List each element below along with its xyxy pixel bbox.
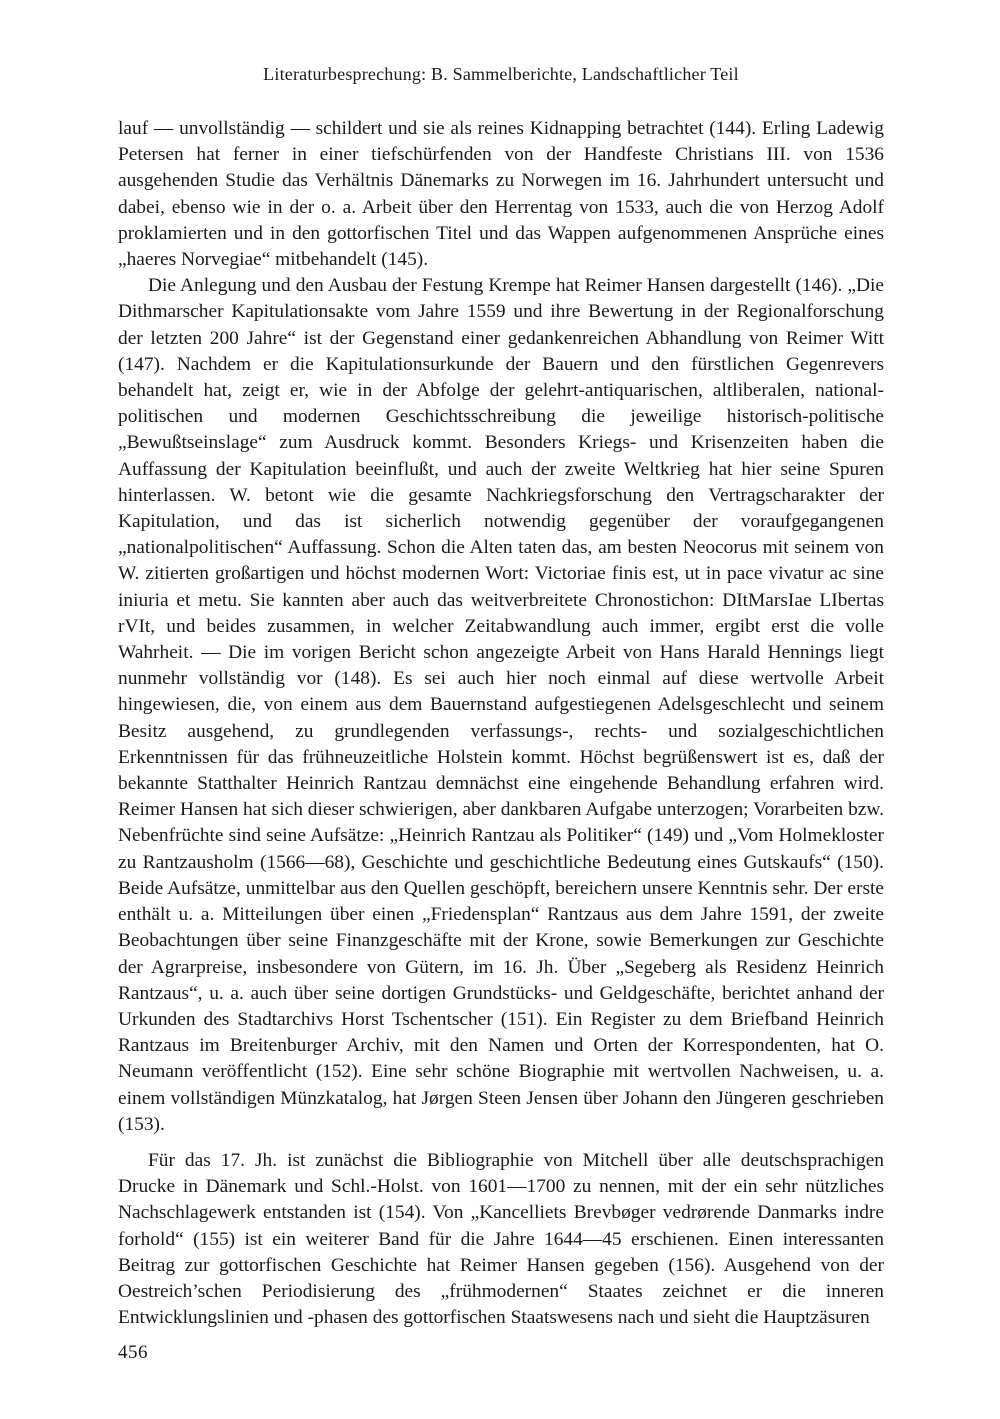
page-number: 456 xyxy=(118,1342,148,1363)
paragraph-text: Für das 17. Jh. ist zunächst die Bibliographie von Mitchell über alle deutschsprachigen Drucke in Dänemark und Schl.-Holst. von 1601—1700 zu nennen, mit der ein sehr nützliches Nachschlagewerk entstanden ist (154). Von „Kancelliets Brevbøger vedrørende Danmarks indre forhold“ (155) ist ein weiterer Band für die Jahre 1644—45 erschienen. Einen interessanten Beitrag zur gottorfischen Geschichte hat Reimer Hansen gegeben (156). Ausgehend von der Oestreich’schen Periodisierung des „frühmodernen“ Staates zeichnet er die inneren Entwicklungslinien und -phasen des gottorfischen Staatswesens nach und sieht die Hauptzäsuren xyxy=(118,1149,884,1329)
running-head: Literaturbesprechung: B. Sammelberichte, Landschaftlicher Teil xyxy=(263,64,739,84)
body-text xyxy=(118,116,884,1331)
paragraph xyxy=(118,1148,884,1331)
paragraph xyxy=(118,116,884,273)
paragraph xyxy=(118,273,884,1138)
paragraph-text: Die Anlegung und den Ausbau der Festung Krempe hat Reimer Hansen dargestellt (146). „Die Dithmarscher Kapitulationsakte vom Jahre 1559 und ihre Bewertung in der Regionalforschung der letzten 200 Jahre“ ist der Gegenstand einer gedankenreichen Abhandlung von Reimer Witt (147). Nachdem er die Kapitulationsurkunde der Bauern und den fürstlichen Gegenrevers behandelt hat, zeigt er, wie in der Abfolge der gelehrt-antiquarischen, altliberalen, national-politischen und modernen Geschichtsschreibung die jeweilige historisch-politische „Bewußtseinslage“ zum Ausdruck kommt. Besonders Kriegs- und Krisenzeiten haben die Auffassung der Kapitulation beeinflußt, und auch der zweite Weltkrieg hat hier seine Spuren hinterlassen. W. betont wie die gesamte Nachkriegsforschung den Vertragscharakter der Kapitulation, und das ist sicherlich notwendig gegenüber der voraufgegangenen „nationalpolitischen“ Auffassung. Schon die Alten taten das, am besten Neocorus mit seinem von W. zitierten großartigen und höchst modernen Wort: Victoriae finis est, ut in pace vivatur ac sine iniuria et metu. Sie kannten aber auch das weitverbreitete Chronostichon: DItMarsIae LIbertas rVIt, und beides zusammen, in welcher Zeitabwandlung auch immer, ergibt erst die volle Wahrheit. — Die im vorigen Bericht schon angezeigte Arbeit von Hans Harald Hennings liegt nunmehr vollständig vor (148). Es sei auch hier noch einmal auf diese wertvolle Arbeit hingewiesen, die, von einem aus dem Bauernstand aufgestiegenen Adelsgeschlecht und seinem Besitz ausgehend, zu grundlegenden verfassungs-, rechts- und sozialgeschichtlichen Erkenntnissen für das frühneuzeitliche Holstein kommt. Höchst begrüßenswert ist es, daß der bekannte Statthalter Heinrich Rantzau demnächst eine eingehende Behandlung erfahren wird. Reimer Hansen hat sich dieser schwierigen, aber dankbaren Aufgabe unterzogen; Vorarbeiten bzw. Nebenfrüchte sind seine Aufsätze: „Heinrich Rantzau als Politiker“ (149) und „Vom Holmekloster zu Rantzausholm (1566—68), Geschichte und geschichtliche Bedeutung eines Gutskaufs“ (150). Beide Aufsätze, unmittelbar aus den Quellen geschöpft, bereichern unsere Kenntnis sehr. Der erste enthält u. a. Mitteilungen über einen „Friedensplan“ Rantzaus aus dem Jahre 1591, der zweite Beobachtungen über seine Finanzgeschäfte mit der Krone, sowie Bemerkungen zur Geschichte der Agrarpreise, insbesondere von Gütern, im 16. Jh. Über „Segeberg als Residenz Heinrich Rantzaus“, u. a. auch über seine dortigen Grundstücks- und Geldgeschäfte, berichtet anhand der Urkunden des Stadtarchivs Horst Tschentscher (151). Ein Register zu dem Briefband Heinrich Rantzaus im Breitenburger Archiv, mit den Namen und Orten der Korrespondenten, hat O. Neumann veröffentlicht (152). Eine sehr schöne Biographie mit wertvollen Nachweisen, u. a. einem vollständigen Münzkatalog, hat Jørgen Steen Jensen über Johann den Jüngeren geschrieben (153). xyxy=(118,275,884,1135)
paragraph-text: lauf — unvollständig — schildert und sie als reines Kidnapping betrachtet (144). Erling Ladewig Petersen hat ferner in einer tiefschürfenden von der Handfeste Christians III. von 1536 ausgehenden Studie das Verhältnis Dänemarks zu Norwegen im 16. Jahrhundert untersucht und dabei, ebenso wie in der o. a. Arbeit über den Herrentag von 1533, auch die von Herzog Adolf proklamierten und in den gottorfischen Titel und das Wappen aufgenommenen Ansprüche eines „haeres Norvegiae“ mitbehandelt (145). xyxy=(118,118,884,271)
